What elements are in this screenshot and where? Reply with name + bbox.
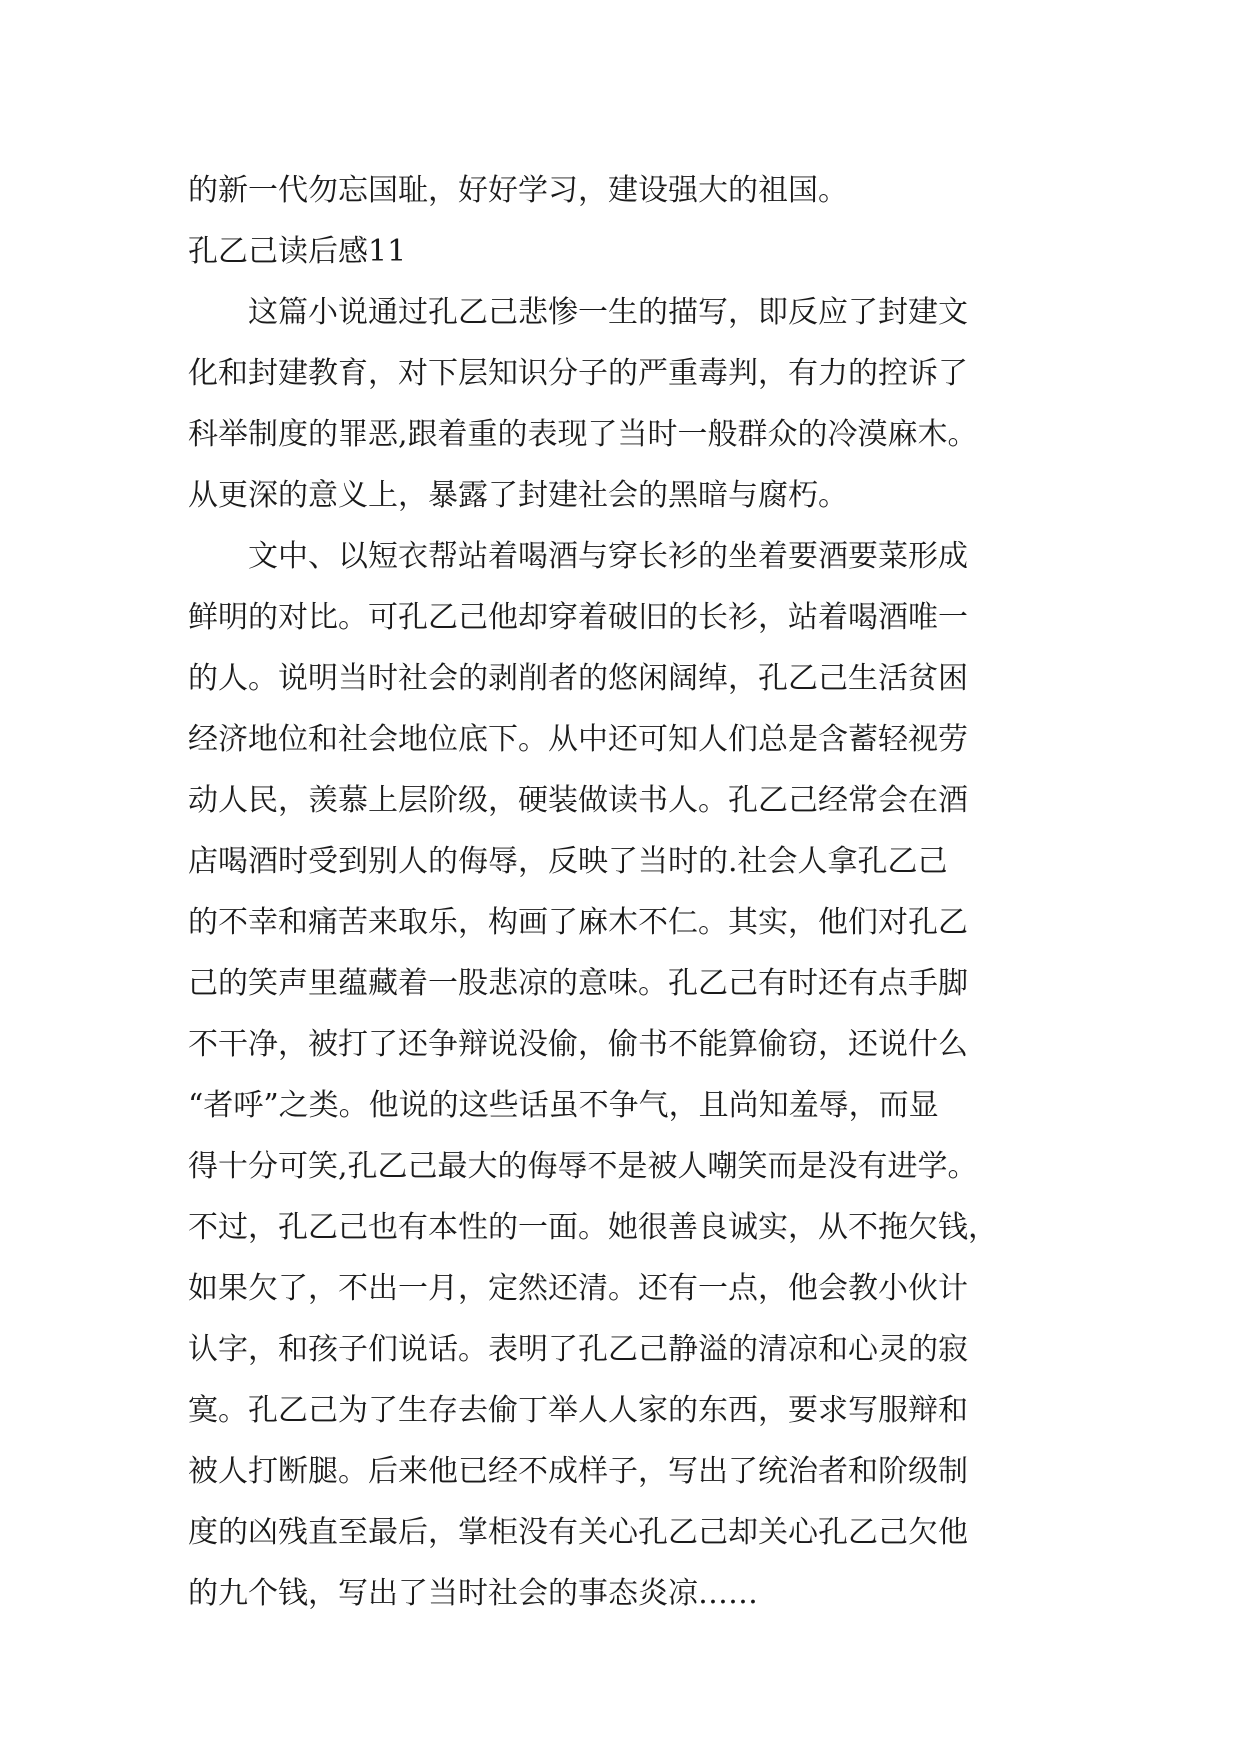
paragraph-line: 认字，和孩子们说话。表明了孔乙己静溢的清凉和心灵的寂: [188, 1332, 968, 1367]
continuation-text: 的新一代勿忘国耻，好好学习，建设强大的祖国。: [188, 173, 848, 208]
paragraph-line: 的九个钱，写出了当时社会的事态炎凉……: [188, 1576, 758, 1611]
paragraph-line: 动人民，羡慕上层阶级，硬装做读书人。孔乙己经常会在酒: [188, 783, 968, 818]
paragraph-line: 如果欠了，不出一月，定然还清。还有一点，他会教小伙计: [188, 1271, 968, 1306]
paragraph-line: 寞。孔乙己为了生存去偷丁举人人家的东西，要求写服辩和: [188, 1393, 968, 1428]
paragraph-line: 化和封建教育，对下层知识分子的严重毒判，有力的控诉了: [188, 356, 968, 391]
paragraph-line: 从更深的意义上，暴露了封建社会的黑暗与腐朽。: [188, 478, 848, 513]
paragraph-line: 不干净，被打了还争辩说没偷，偷书不能算偷窃，还说什么: [188, 1027, 968, 1062]
document-page: [188, 160, 1056, 1624]
paragraph-line: 得十分可笑,孔乙己最大的侮辱不是被人嘲笑而是没有进学。: [188, 1149, 978, 1184]
paragraph-line: 文中、以短衣帮站着喝酒与穿长衫的坐着要酒要菜形成: [248, 539, 968, 574]
paragraph-line: “者呼”之类。他说的这些话虽不争气，且尚知羞辱，而显: [188, 1088, 939, 1123]
section-title: 孔乙己读后感11: [188, 234, 407, 269]
paragraph-line: 这篇小说通过孔乙己悲惨一生的描写，即反应了封建文: [248, 295, 968, 330]
paragraph-line: 科举制度的罪恶,跟着重的表现了当时一般群众的冷漠麻木。: [188, 417, 978, 452]
paragraph-line: 鲜明的对比。可孔乙己他却穿着破旧的长衫，站着喝酒唯一: [188, 600, 968, 635]
paragraph-line: 己的笑声里蕴藏着一股悲凉的意味。孔乙己有时还有点手脚: [188, 966, 968, 1001]
paragraph-line: 的人。说明当时社会的剥削者的悠闲阔绰，孔乙己生活贫困: [188, 661, 968, 696]
paragraph-line: 经济地位和社会地位底下。从中还可知人们总是含蓄轻视劳: [188, 722, 968, 757]
paragraph-line: 被人打断腿。后来他已经不成样子，写出了统治者和阶级制: [188, 1454, 968, 1489]
paragraph-line: 店喝酒时受到别人的侮辱，反映了当时的.社会人拿孔乙己: [188, 844, 948, 879]
paragraph-1: [188, 282, 1056, 526]
paragraph-line: 的不幸和痛苦来取乐，构画了麻木不仁。其实，他们对孔乙: [188, 905, 968, 940]
paragraph-line: 不过，孔乙己也有本性的一面。她很善良诚实，从不拖欠钱，: [188, 1210, 998, 1245]
paragraph-2: [188, 526, 1056, 1624]
paragraph-line: 度的凶残直至最后，掌柜没有关心孔乙己却关心孔乙己欠他: [188, 1515, 968, 1550]
